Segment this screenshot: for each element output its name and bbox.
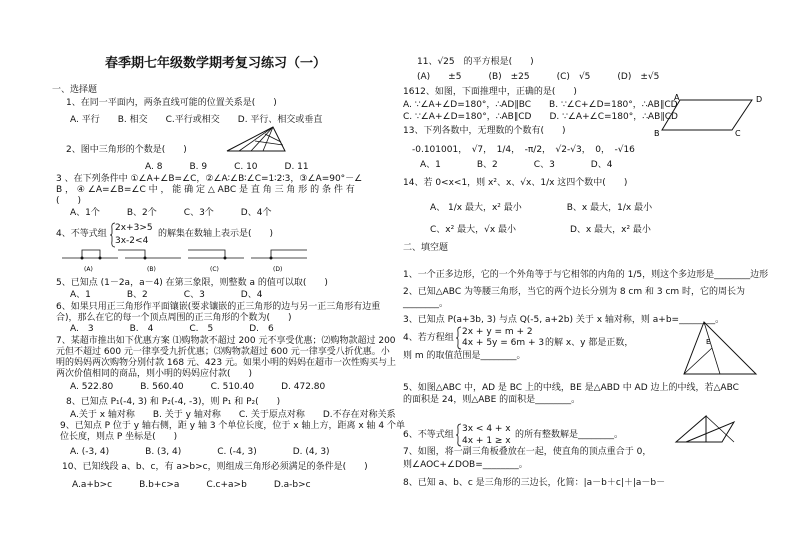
line-q9a: 9、已知点 P 位于 y 轴右侧，距 y 轴 3 个单位长度，位于 x 轴上方，距离 x 轴 4 个单: [60, 421, 405, 431]
label-C: C: [735, 129, 741, 138]
q2-triangle-figure: [225, 125, 287, 153]
line-q3b: B ， ④ ∠A=∠B=∠C 中 ， 能 确 定 △ ABC 是 直 角 三 角 形 的 条 件 有: [56, 185, 355, 195]
label-B: B: [654, 129, 660, 138]
line-q4d: 的解集在数轴上表示是( ): [158, 229, 274, 239]
line-f4b: 2x + y = m + 2: [462, 327, 533, 337]
line-f4a: 4、若方程组: [403, 333, 454, 343]
label-E: E: [706, 338, 711, 346]
figure-label-c: (C): [210, 266, 219, 273]
line-q14: 14、若 0<x<1，则 x²、x、√x、1/x 这四个数中( ): [403, 178, 628, 188]
line-q4c: 3x-2<4: [115, 236, 149, 246]
line-q3a: 3 、在下列条件中 ①∠A+∠B=∠C，②∠A∶∠B∶∠C=1∶2∶3，③∠A=90°－∠: [56, 174, 363, 184]
line-q5o: A、1 B、2 C、3 D、4: [70, 290, 263, 300]
line-q10: 10、已知线段 a、b、c，有 a>b>c，则组成三角形必须满足的条件是( ): [62, 462, 368, 472]
line-f4e: 则 m 的取值范围是________。: [403, 351, 526, 361]
line-f5a: 5、如图△ABC 中，AD 是 BC 上的中线，BE 是△ABD 中 AD 边上的中线，若△ABC: [403, 383, 739, 393]
line-f6a: 6、不等式组: [403, 430, 454, 440]
line-q3c: ( ): [56, 196, 82, 206]
line-f5b: 的面积是 24，则△ABE 的面积是________。: [403, 395, 581, 405]
brace-f4: [456, 326, 462, 350]
line-q10o: A.a+b>c B.b+c>a C.c+a>b D.a-b>c: [72, 480, 311, 490]
line-f4c: 4x + 5y = 6m + 3: [462, 338, 545, 348]
line-q13: 13、下列各数中，无理数的个数有( ): [403, 126, 566, 136]
line-f7a: 7、如图，将一副三角板叠放在一起，使直角的顶点重合于 0，: [403, 447, 652, 457]
page-title: 春季期七年级数学期考复习练习（一）: [105, 56, 327, 71]
line-q13o: A、1 B、2 C、3 D、4: [420, 160, 613, 170]
q4-number-lines: [60, 246, 310, 274]
line-q11o: (A) ±5 (B) ±25 (C) √5 (D) ±√5: [417, 72, 660, 82]
line-q14o1: A、 1/x 最大，x² 最小 B、x 最大，1/x 最小: [430, 203, 653, 213]
line-f1: 1、一个正多边形，它的一个外角等于与它相邻的内角的 1/5，则这个多边形是________边形: [403, 270, 769, 280]
line-q1o: A. 平行 B. 相交 C.平行或相交 D. 平行、相交或垂直: [70, 115, 323, 125]
line-f6c: 4x + 1 ≥ x: [462, 436, 511, 446]
line-q8: 8、已知点 P₁(-4, 3) 和 P₂(-4, -3)，则 P₁ 和 P₂( ): [66, 397, 281, 407]
line-q8o: A.关于 x 轴对称 B. 关于 y 轴对称 C. 关于原点对称 D.不存在对称关系: [70, 410, 396, 420]
line-q12o1: A. ∵∠A+∠D=180°，∴AD∥BC B. ∵∠C+∠D=180°，∴AB∥CD: [403, 100, 678, 110]
q12-parallelogram-figure: [652, 92, 772, 138]
line-q4a: 4、不等式组: [56, 229, 107, 239]
line-q6a: 6、如果只用正三角形作平面镶嵌(要求镶嵌的正三角形的边与另一正三角形有边重: [56, 302, 381, 312]
brace-f6: [456, 423, 462, 447]
line-f4d: 的解 x、y 都是正数，: [545, 338, 634, 348]
line-q12o2: C. ∵∠A+∠D=180°，∴AB∥CD D. ∵∠A+∠C=180°，∴AB∥CD: [403, 112, 678, 122]
line-q6b: 合)，那么在它的每一个顶点周围的正三角形的个数为( ): [56, 313, 292, 323]
line-f8: 8、已知 a、b、c 是三角形的三边长，化简：|a－b＋c|＋|a－b－: [403, 478, 666, 488]
line-q11: 11、√25 的平方根是( ): [417, 57, 534, 67]
line-f2b: ________。: [403, 299, 449, 309]
line-q3o: A、1个 B、2个 C、3个 D、4个: [70, 208, 272, 218]
line-s1: 一、选择题: [52, 85, 98, 95]
line-q14o2: C、x² 最大，√x 最小 D、x 最大，x² 最小: [430, 225, 651, 235]
line-q6o: A. 3 B. 4 C. 5 D. 6: [70, 324, 274, 334]
line-s2: 二、填空题: [403, 243, 449, 253]
line-q13n: -0.101001， √7， 1/4， -π/2， √2-√3， 0， -√16: [412, 145, 635, 155]
line-q7c: 明的妈妈两次购物分别付款 168 元、423 元。如果小明的妈妈在超市一次性购买与上: [56, 358, 396, 368]
line-q2: 2、图中三角形的个数是( ): [66, 145, 187, 155]
figure-label-b: (B): [147, 266, 156, 273]
line-f6d: 的所有整数解是________。: [515, 430, 624, 440]
line-q1: 1、在同一平面内，两条直线可能的位置关系是( ): [66, 98, 277, 108]
line-q7o: A. 522.80 B. 560.40 C. 510.40 D. 472.80: [70, 382, 326, 392]
figure-label-a: (A): [84, 266, 93, 273]
line-q2o: A. 8 B. 9 C. 10 D. 11: [145, 162, 309, 172]
label-D: D: [756, 95, 763, 104]
line-f6b: 3x < 4 + x: [462, 424, 511, 434]
line-q7a: 7、某超市推出如下优惠方案 ⑴购物款不超过 200 元不享受优惠；⑵购物款超过 200: [56, 336, 396, 346]
f5-triangle-figure: [680, 318, 760, 378]
line-q9o: A. (-3, 4) B. (3, 4) C. (-4, 3) D. (4, 3): [70, 447, 330, 457]
line-q4b: 2x+3>5: [115, 223, 153, 233]
line-f7b: 则∠AOC+∠DOB=________。: [403, 460, 528, 470]
line-f3: 3、已知点 P(a+3b, 3) 与点 Q(-5, a+2b) 关于 x 轴对称，则 a+b=________。: [403, 315, 725, 325]
brace-q4: [110, 222, 116, 248]
f7-set-squares-figure: [672, 412, 738, 448]
line-q5: 5、已知点 (1－2a，a－4) 在第三象限，则整数 a 的值可以取( ): [56, 278, 328, 288]
line-q9b: 位长度，则点 P 坐标是( ): [60, 432, 178, 442]
figure-label-d: (D): [273, 266, 283, 273]
label-A: A: [674, 93, 680, 102]
line-q7d: 两次价值相同的商品，则小明的妈妈应付款( ): [56, 369, 253, 379]
line-f2a: 2、已知△ABC 为等腰三角形，当它的两个边长分别为 8 cm 和 3 cm 时，它的周长为: [403, 287, 746, 297]
line-q12: 1612、如图，下面推理中，正确的是( ): [403, 87, 577, 97]
line-q7b: 元但不超过 600 元一律享受九折优惠；⑶购物款超过 600 元一律享受八折优惠。小: [56, 347, 390, 357]
